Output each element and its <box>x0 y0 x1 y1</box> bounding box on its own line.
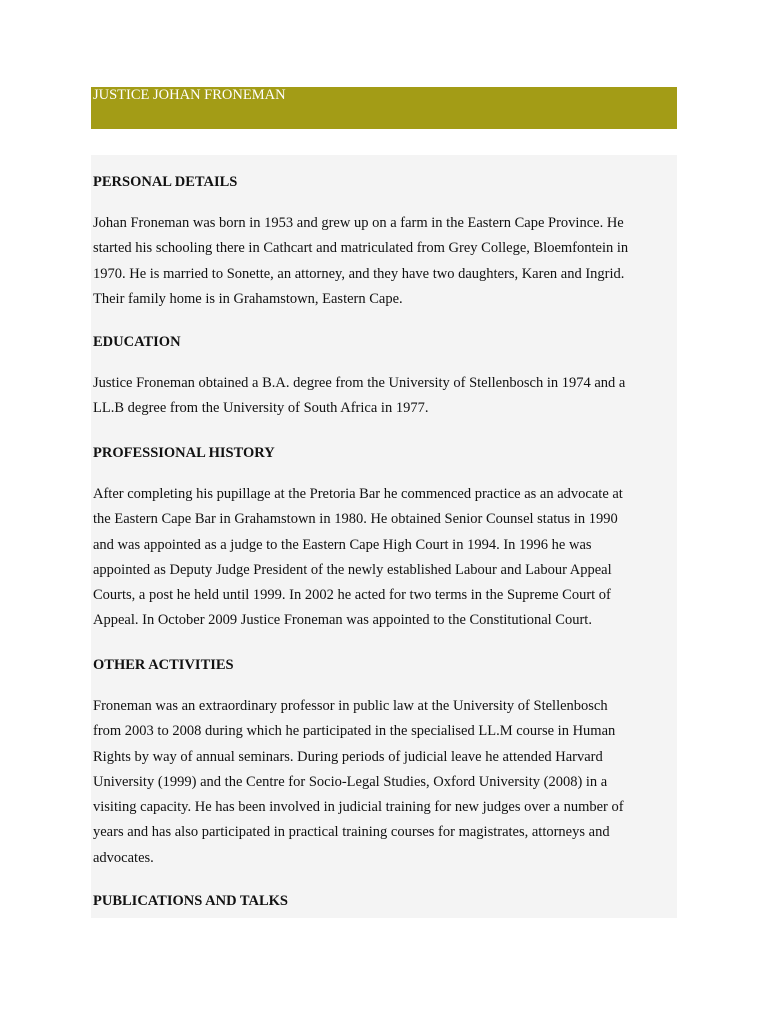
text-line: and was appointed as a judge to the Eastern Cape High Court in 1994. In 1996 he was <box>93 536 592 553</box>
section-heading-publications-and-talks: PUBLICATIONS AND TALKS <box>93 893 288 909</box>
section-body-personal-details <box>93 211 673 312</box>
text-line: After completing his pupillage at the Pretoria Bar he commenced practice as an advocate at <box>93 486 623 502</box>
title-banner <box>91 87 677 129</box>
text-line: Rights by way of annual seminars. During periods of judicial leave he attended Harvard <box>93 748 603 765</box>
text-line: years and has also participated in practical training courses for magistrates, attorneys and <box>93 824 610 841</box>
text-line: Justice Froneman obtained a B.A. degree from the University of Stellenbosch in 1974 and a <box>93 375 626 391</box>
section-body-other-activities <box>93 694 673 871</box>
text-line: Johan Froneman was born in 1953 and grew up on a farm in the Eastern Cape Province. He <box>93 215 624 231</box>
text-line: LL.B degree from the University of South Africa in 1977. <box>93 400 429 417</box>
page-title: JUSTICE JOHAN FRONEMAN <box>93 87 286 103</box>
text-line: from 2003 to 2008 during which he participated in the specialised LL.M course in Human <box>93 723 616 740</box>
text-line: appointed as Deputy Judge President of the newly established Labour and Labour Appeal <box>93 561 612 578</box>
content-panel <box>91 155 677 918</box>
section-heading-personal-details: PERSONAL DETAILS <box>93 174 238 190</box>
text-line: Froneman was an extraordinary professor in public law at the University of Stellenbosch <box>93 698 608 714</box>
text-line: University (1999) and the Centre for Socio-Legal Studies, Oxford University (2008) in a <box>93 773 608 790</box>
text-line: Appeal. In October 2009 Justice Froneman was appointed to the Constitutional Court. <box>93 612 592 629</box>
text-line: visiting capacity. He has been involved in judicial training for new judges over a number of <box>93 799 624 816</box>
text-line: the Eastern Cape Bar in Grahamstown in 1980. He obtained Senior Counsel status in 1990 <box>93 511 618 528</box>
text-line: Their family home is in Grahamstown, Eastern Cape. <box>93 290 403 307</box>
section-heading-professional-history: PROFESSIONAL HISTORY <box>93 445 275 461</box>
section-body-education <box>93 371 673 422</box>
text-line: advocates. <box>93 849 154 866</box>
section-heading-education: EDUCATION <box>93 334 181 350</box>
section-body-professional-history <box>93 482 673 634</box>
text-line: Courts, a post he held until 1999. In 2002 he acted for two terms in the Supreme Court of <box>93 587 611 604</box>
text-line: started his schooling there in Cathcart and matriculated from Grey College, Bloemfontein in <box>93 240 629 257</box>
text-line: 1970. He is married to Sonette, an attorney, and they have two daughters, Karen and Ingrid. <box>93 265 625 282</box>
section-heading-other-activities: OTHER ACTIVITIES <box>93 657 234 673</box>
